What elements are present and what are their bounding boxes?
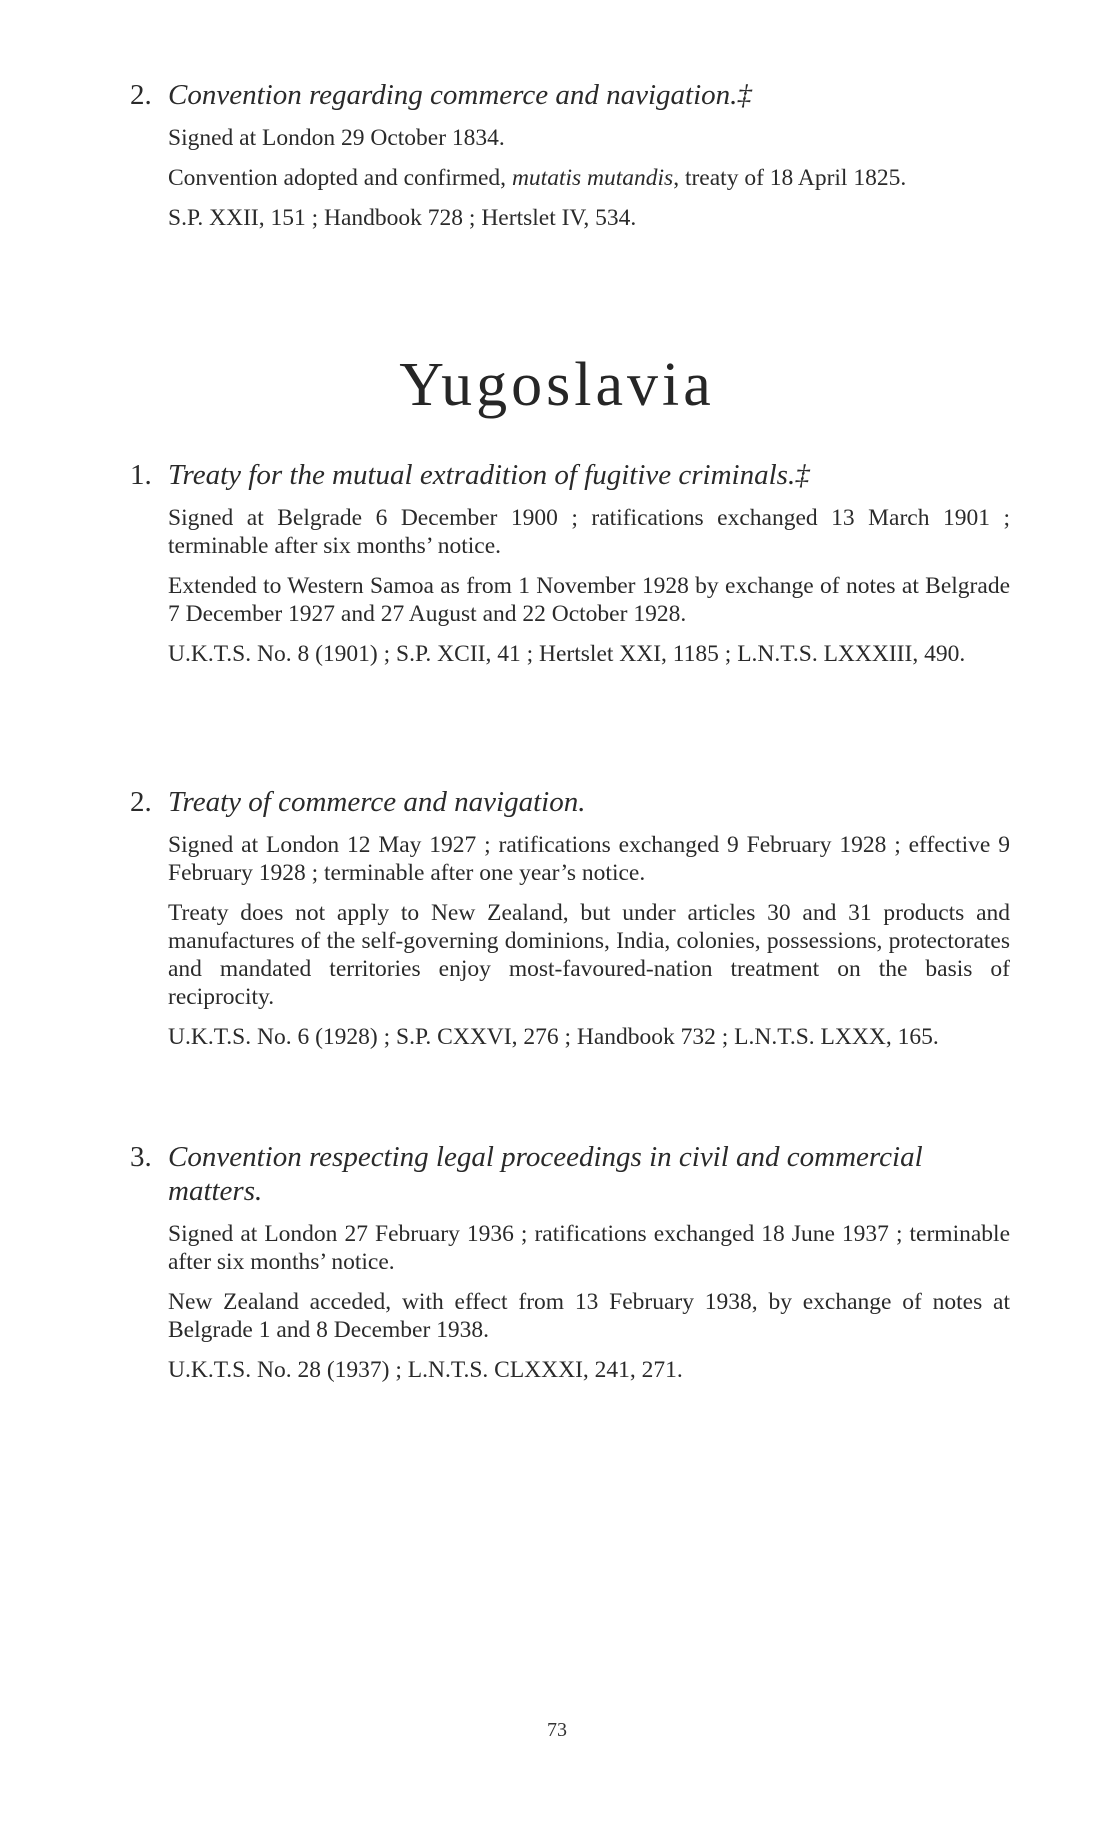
entry-title — [130, 785, 1010, 819]
note-prefix: Convention adopted and confirmed, — [168, 165, 512, 191]
entry-commerce-treaty — [130, 785, 1010, 1063]
entry-paragraph: Signed at London 12 May 1927 ; ratifications exchanged 9 February 1928 ; effective 9 February 1928 ; terminable after one year’s notice. — [168, 832, 1010, 886]
entry-number: 1. — [130, 459, 152, 491]
entry-convention-commerce-1834 — [130, 78, 1010, 244]
entry-references: U.K.T.S. No. 28 (1937) ; L.N.T.S. CLXXXI, 241, 271. — [168, 1357, 683, 1383]
entry-references: U.K.T.S. No. 8 (1901) ; S.P. XCII, 41 ; Hertslet XXI, 1185 ; L.N.T.S. LXXXIII, 490. — [168, 641, 966, 667]
entry-extradition-treaty — [130, 458, 1010, 680]
page-number: 73 — [547, 1719, 567, 1741]
entry-title — [130, 458, 1010, 492]
entry-paragraph: Treaty does not apply to New Zealand, but under articles 30 and 31 products and manufactures of the self-governing dominions, India, colonies, possessions, protectorates and mandated territories enjoy most-favoured-nation treatment on the basis of reciprocity. — [168, 900, 1010, 1010]
entry-title — [130, 1140, 1010, 1208]
entry-paragraph: New Zealand acceded, with effect from 13 February 1938, by exchange of notes at Belgrade 1 and 8 December 1938. — [168, 1289, 1010, 1343]
entry-legal-proceedings-convention — [130, 1140, 1010, 1396]
country-heading: Yugoslavia — [399, 351, 715, 419]
entry-title — [130, 78, 1010, 112]
entry-number: 2. — [130, 79, 152, 111]
entry-note — [168, 164, 1010, 192]
entry-references: U.K.T.S. No. 6 (1928) ; S.P. CXXVI, 276 ; Handbook 732 ; L.N.T.S. LXXX, 165. — [168, 1024, 939, 1050]
entry-title-text: Treaty for the mutual extradition of fugitive criminals.‡ — [168, 459, 810, 491]
entry-references: S.P. XXII, 151 ; Handbook 728 ; Hertslet IV, 534. — [168, 205, 637, 231]
note-suffix: , treaty of 18 April 1825. — [673, 165, 907, 191]
entry-paragraph: Extended to Western Samoa as from 1 November 1928 by exchange of notes at Belgrade 7 December 1927 and 27 August and 22 October 1928. — [168, 573, 1010, 627]
entry-number: 3. — [130, 1141, 152, 1173]
entry-number: 2. — [130, 786, 152, 818]
entry-paragraph: Signed at London 27 February 1936 ; ratifications exchanged 18 June 1937 ; terminable after six months’ notice. — [168, 1221, 1010, 1275]
entry-signed: Signed at London 29 October 1834. — [168, 125, 505, 151]
entry-title-text: Convention regarding commerce and navigation.‡ — [168, 79, 752, 111]
entry-paragraph: Signed at Belgrade 6 December 1900 ; ratifications exchanged 13 March 1901 ; terminable after six months’ notice. — [168, 505, 1010, 559]
entry-title-text: Treaty of commerce and navigation. — [168, 786, 586, 818]
note-italic: mutatis mutandis — [511, 165, 674, 191]
entry-title-text: Convention respecting legal proceedings in civil and commercial matters. — [168, 1141, 923, 1207]
